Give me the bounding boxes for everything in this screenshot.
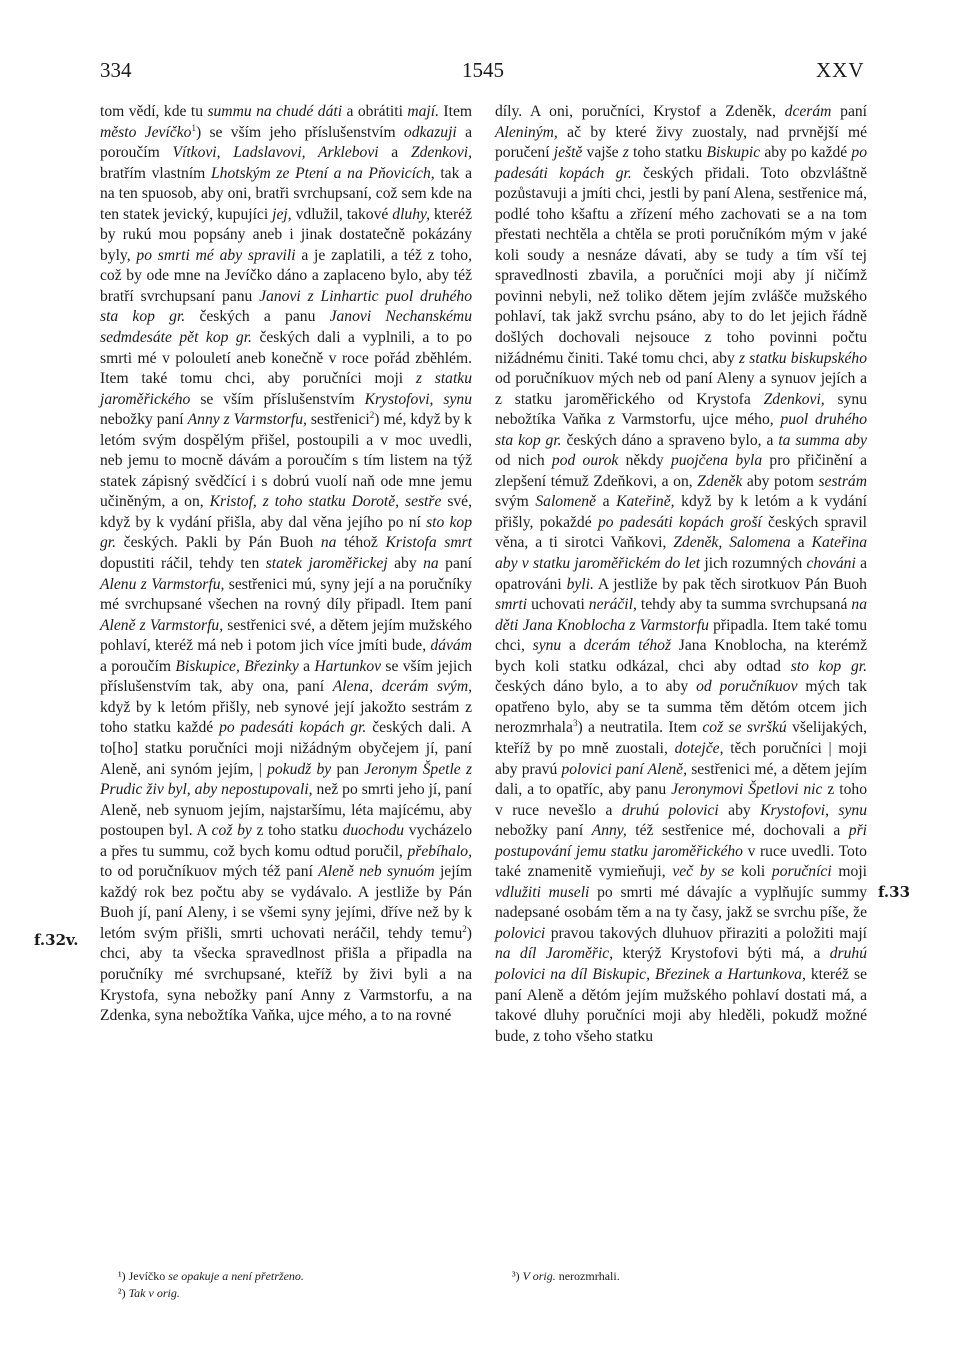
italic-run: dcerám (784, 103, 832, 120)
italic-run: Jeronymovi Špetlovi nic (671, 781, 823, 799)
italic-run: Kristof, z toho statku Dorotě, sestře (209, 493, 442, 511)
text-run: pravou takových dluhuov přiraziti a položiti mají (545, 924, 867, 942)
text-run: od poručníkuov mých neb od paní Aleny a synuov jejích a z statku jaroměřického od Krystofa (495, 370, 867, 408)
footnote-1 (118, 1268, 304, 1284)
italic-run: po padesáti kopách gr. (495, 144, 867, 182)
italic-run: na děti Jana Knoblocha z Varmstorfu (495, 596, 867, 634)
text-run: a poroučím (100, 657, 176, 675)
footnote-ref: 3 (572, 718, 578, 729)
text-run: mých tak opatřeno bylo, aby se ta summa těm dětóm otcem jich nerozmrhala (495, 678, 867, 737)
folio-note-right: f.33 (878, 883, 911, 901)
text-run: díly. A oni, poručníci, Krystof a Zdeněk, (495, 103, 785, 120)
italic-run: Alenu z Varmstorfu, (100, 575, 225, 593)
text-run: a (596, 493, 617, 511)
text-run: koli (734, 863, 772, 881)
text-run: sestřenici své, a dětem jejím mužského pohlaví, kteréž má neb i potom jich více jmíti bude, (100, 616, 472, 655)
italic-run: Zdeněk, Salomena (673, 534, 791, 552)
text-run: kteréž by rukú mou popsány aneb i jinak dostatečně pokázány byly, (100, 205, 473, 264)
text-run: z toho statku (251, 822, 343, 840)
italic-run: po padesáti kopách groší (597, 513, 762, 531)
text-run: českých spravil věna, a ti sirotci Vaňkovi, (495, 513, 867, 552)
text-run: své, když by k vydání přišla, aby dal věna jejího po ní (100, 493, 473, 531)
italic-run: na (423, 555, 439, 573)
italic-run: Aleniným, (495, 123, 558, 141)
italic-run: puol druhého sta kop gr. (495, 411, 867, 449)
text-run: a obrátiti (342, 103, 408, 120)
text-run: se vším příslušenstvím (190, 390, 365, 408)
italic-run: na díl Jaroměřic, (495, 945, 614, 963)
italic-run: chováni (806, 555, 856, 573)
footnote-ref: 2 (369, 410, 375, 421)
italic-run: vdlužiti museli (495, 883, 590, 901)
italic-run: polovici (495, 924, 546, 942)
italic-run: Jeronym Špetle z Prudic živ byl, aby nepostupovali, (100, 760, 473, 799)
text-run: českých. Pakli by Pán Buoh (116, 534, 321, 552)
italic-run: Anny z Varmstorfu, (187, 411, 307, 429)
text-run: kteréž se paní Aleně a dětóm jejím mužského pohlaví dostati má, a takové dluhy poručníci moji aby hleděli, pokudž možné bude, z toho všeho statku (495, 965, 867, 1045)
text-run: vycházelo a přes tu summu, což bych komu odtud poručil, (100, 822, 472, 860)
text-run: a (298, 657, 315, 675)
italic-run: Janovi z Linhartic puol druhého sta kop gr. (100, 287, 473, 326)
footnote-mark: ³) (512, 1269, 520, 1283)
text-run: nebožky paní (495, 822, 592, 840)
text-run: a poroučím (100, 123, 472, 162)
italic-run: při postupování jemu statku jaroměřického (495, 822, 867, 860)
section-numeral: XXV (816, 58, 865, 82)
italic-run: byli. (566, 575, 594, 593)
right-paragraph (495, 102, 867, 1047)
text-run: po smrti mé dávajíc a vyplňujíc summy nadepsané osobám těm a na ty časy, jakž se svrchu píše, že (495, 883, 867, 922)
footnote-2 (118, 1285, 180, 1301)
italic-run: Vítkovi, Ladslavovi, Arklebovi (172, 144, 379, 162)
text-run: paní (438, 555, 472, 573)
italic-run: dotejče, (674, 739, 724, 757)
italic-run: dávám (430, 637, 472, 655)
italic-run: přebíhalo, (407, 842, 472, 860)
text-run: českých dáno bylo, a to aby (495, 678, 697, 696)
text-run: a (561, 637, 584, 655)
footnote-tail: nerozmrhali. (558, 1269, 620, 1283)
text-run: vajše (582, 144, 623, 162)
text-run: aby po každé (760, 144, 852, 162)
italic-run: sto kop gr. (100, 513, 472, 552)
text-run: a opatrováni (495, 555, 868, 593)
text-run: ) se vším jeho příslušenstvím (195, 123, 404, 141)
italic-run: po padesáti kopách gr. (219, 719, 367, 737)
text-run: než po smrti jeho jí, paní Aleně, neb synuom jejím, najstaršímu, léta majícému, aby postoupen byl. A (100, 781, 472, 840)
text-run: českých dali a vyplnili, a to po smrti mé v polouletí aneb konečně v roce pořád zběhlém. Item také tomu chci, aby poručníci moji (100, 329, 472, 388)
text-run: českých dali. A to[ho] statku poručníci moji nižádným obyčejem jí, paní Aleně, ani synóm jejím, | (100, 719, 472, 778)
italic-run: puojčena byla (670, 452, 763, 470)
italic-run: druhú polovici (621, 801, 719, 819)
text-run: bratřím vlastním (100, 164, 211, 182)
italic-run: Salomeně (535, 493, 596, 511)
text-run: pan (331, 760, 365, 778)
footnote-text: Jevíčko (128, 1269, 166, 1283)
italic-run: Zdenkovi, (410, 144, 472, 162)
italic-run: odkazuji (403, 123, 457, 141)
text-run: svým (495, 493, 536, 511)
italic-run: Aleně neb synuóm (318, 863, 435, 881)
italic-run: dluhy, (392, 205, 430, 223)
footnote-mark: ¹) (118, 1269, 126, 1283)
italic-run: na (320, 534, 337, 552)
italic-run: Aleně z Varmstorfu, (100, 616, 224, 634)
text-run: Jana Knoblocha, na kterémž bych koli statku odkázal, chci aby odtad (495, 637, 867, 675)
text-run: českých dáno a spraveno bylo, a (561, 431, 779, 449)
italic-run: poručníci (771, 863, 832, 881)
footnote-italic: Tak v orig. (128, 1286, 180, 1300)
text-run: připadla. Item také tomu chci, (495, 616, 867, 655)
text-run: synu nebožtíka Vaňka z Varmstorfu, ujce mého, (495, 390, 867, 429)
italic-run: pod ourok (551, 452, 619, 470)
footnote-3 (512, 1268, 620, 1284)
text-run: sestřenici (306, 411, 370, 429)
italic-run: jej, (272, 205, 292, 223)
footnote-ref: 2 (462, 923, 467, 934)
text-run: sestřenici mé, a dětem jejím dali, a to opatříc, aby panu (495, 760, 867, 799)
italic-run: což se svrškú (702, 719, 787, 737)
italic-run: Kateřině, (616, 493, 675, 511)
right-text-column (495, 102, 867, 1047)
italic-run: Kristofa smrt (385, 534, 472, 552)
left-text-column (100, 102, 472, 1027)
text-run: když by k letóm přišly, neb synové její jakožto sestrám z toho statku každé (100, 698, 472, 737)
italic-run: pokudž by (267, 760, 332, 778)
text-run: vdlužil, takové (291, 205, 393, 223)
italic-run: sestrám (818, 472, 867, 490)
text-run: těch poručníci | moji aby pravú (495, 739, 867, 778)
text-run: českých a panu (185, 308, 330, 326)
footnote-italic: se opakuje a není přetrženo. (168, 1269, 304, 1283)
footnote-mark: ²) (118, 1286, 126, 1300)
italic-run: Kateřina aby v statku jaroměřickém do let (495, 534, 868, 573)
text-run: A jestliže by pak těch sirotkuov Pán Buoh (593, 575, 867, 593)
text-run: paní (831, 103, 867, 120)
italic-run: z statku biskupského (739, 349, 867, 367)
text-run: pro přičinění a zlepšení témuž Zdeňkovi, a on, (495, 452, 868, 490)
italic-run: smrti (495, 596, 528, 614)
italic-run: Zdenkovi, (763, 390, 825, 408)
text-run: moji (831, 863, 867, 881)
text-run: v ruce uvedli. Toto také znamenitě vymieňuji, (495, 842, 867, 881)
text-run: ) chci, aby ta všecka spravedlnost přišla a připadla na poručníky mé svrchupsané, kteříž by živi byli a na Krystofa, syna nebožky paní Anny z Varmstorfu, a na Zdenka, syna nebožtíka Vaňka, ujce mého, a to na rovné (100, 924, 472, 1025)
italic-run: Janovi Nechanskému sedmdesáte pět kop gr. (100, 308, 472, 347)
text-run: a (378, 144, 411, 162)
text-run: ) a neutratila. Item (577, 719, 703, 737)
page-header (0, 58, 960, 90)
folio-note-left: f.32v. (34, 931, 79, 949)
italic-run: z (622, 144, 629, 162)
text-run: jich rozumných (700, 555, 807, 573)
text-run: a (790, 534, 812, 552)
italic-run: neráčil, (588, 596, 637, 614)
text-run: Item (438, 103, 472, 120)
text-run: též sestřenice mé, dochovali a (626, 822, 849, 840)
italic-run: Lhotským ze Ptení a na Pňovicích, (210, 164, 435, 182)
italic-run: město Jevíčko (100, 123, 192, 141)
italic-run: synu (532, 637, 562, 655)
text-run: se vším jejich příslušenstvím tak, aby ona, paní (100, 657, 473, 696)
text-run: z toho v ruce nevešlo a (495, 781, 867, 819)
italic-run: což by (211, 822, 252, 840)
text-run: dopustiti ráčil, tehdy ten (100, 555, 266, 573)
year-heading: 1545 (462, 58, 504, 82)
text-run: aby (387, 555, 424, 573)
italic-run: polovici paní Aleně, (561, 760, 687, 778)
text-run: nebožky paní (100, 411, 188, 429)
text-run: když by k letóm a k vydání přišly, pokaždé (495, 493, 867, 531)
italic-run: dcerám téhož (583, 637, 672, 655)
text-run: tak a na ten spuosob, aby oni, bratři svrchupsaní, což sem kde na ten statek jevický, kupujíci (100, 164, 472, 223)
text-run: téhož (336, 534, 386, 552)
italic-run: Hartunkov (314, 657, 382, 675)
italic-run: mají. (407, 103, 439, 120)
text-run: od nich (495, 452, 552, 470)
text-run: jejím každý rok bez počtu aby se vydávalo. A jestliže by Pán Buoh jí, paní Aleny, i se všemi syny jejími, dříve než by k letóm svým přišli, smrti uchovati neráčil, tehdy temu (100, 863, 472, 942)
italic-run: z statku jaroměřického (100, 370, 472, 408)
text-run: všelijakých, kteříž by po mně zuostali, (495, 719, 867, 757)
text-run: toho statku (628, 144, 707, 162)
text-run: někdy (618, 452, 671, 470)
italic-run: ta summa aby (778, 431, 867, 449)
italic-run: sto kop gr. (790, 657, 868, 675)
text-run: tehdy aby ta summa svrchupsaná (636, 596, 852, 614)
text-run: českých přidali. Toto obzvláštně pozůstavuji a jmíti chci, jestli by paní Alena, sestřenice má, podlé toho kšaftu a zřízení mého zachovati se a na tom přestati nechtěla a chtěla se proti poručníkóm mým v jaké koli soudy a nesnáze dávati, aby se tudy a tím vší tej spravedlnosti zbavila, a poručníci moji aby jí ničímž povinni nebyli, než toliko dětem jejím zvlášče mužského pohlaví, tak jakž svrchu psáno, aby to do let jejich řádně došlých dochovali nejsouce z toho povinni počtu nižádnému činiti. Také tomu chci, aby (495, 164, 867, 367)
left-paragraph (100, 102, 472, 1027)
text-run: tom vědí, kde tu (100, 103, 208, 120)
text-run: sestřenici mú, syny její a na poručníky mé svrchupsané všechen na rovný díly připadl. Item paní (100, 575, 472, 614)
italic-run: Zdeněk (697, 472, 743, 490)
italic-run: druhú polovici na díl Biskupic, Březinek a Hartunkova, (495, 945, 867, 983)
italic-run: Alena, dcerám svým, (332, 678, 473, 696)
italic-run: Krystofovi, synu (760, 801, 867, 819)
text-run: to od poručníkuov mých též paní (100, 863, 319, 881)
text-run: kterýž Krystofovi býti má, a (613, 945, 830, 963)
footnote-italic: V orig. (522, 1269, 556, 1283)
italic-run: ještě (553, 144, 583, 162)
italic-run: več by se (672, 863, 735, 881)
italic-run: statek jaroměřickej (265, 555, 388, 573)
italic-run: po smrti mé aby spravili (136, 246, 296, 264)
italic-run: Krystofovi, synu (364, 390, 472, 408)
text-run: ač by které živy zuostaly, nad prvnější mé poručení (495, 123, 867, 162)
italic-run: duochodu (342, 822, 405, 840)
text-run: a je zaplatili, a též z toho, což by ode mne na Jevíčko dáno a zaplaceno bylo, aby též bratří svrchupsaní panu (100, 246, 472, 305)
text-run: uchovati (527, 596, 589, 614)
italic-run: Biskupic (706, 144, 761, 162)
text-run: aby (718, 801, 761, 819)
page-number: 334 (100, 58, 132, 82)
text-run: aby potom (742, 472, 819, 490)
italic-run: summu na chudé dáti (207, 103, 343, 120)
italic-run: Anny, (591, 822, 627, 840)
text-run: ) mé, když by k letóm svým dospělým přišel, postoupili a v moc uvedli, neb jemu to mocně dávám a poroučím s tím listem na týž statek zápisný svědčící i s dobrú vuolí naň ode mne jemu učiněným, a on, (100, 411, 472, 511)
italic-run: od poručníkuov (696, 678, 798, 696)
italic-run: Biskupice, Březinky (175, 657, 299, 675)
footnote-ref: 1 (191, 122, 196, 133)
